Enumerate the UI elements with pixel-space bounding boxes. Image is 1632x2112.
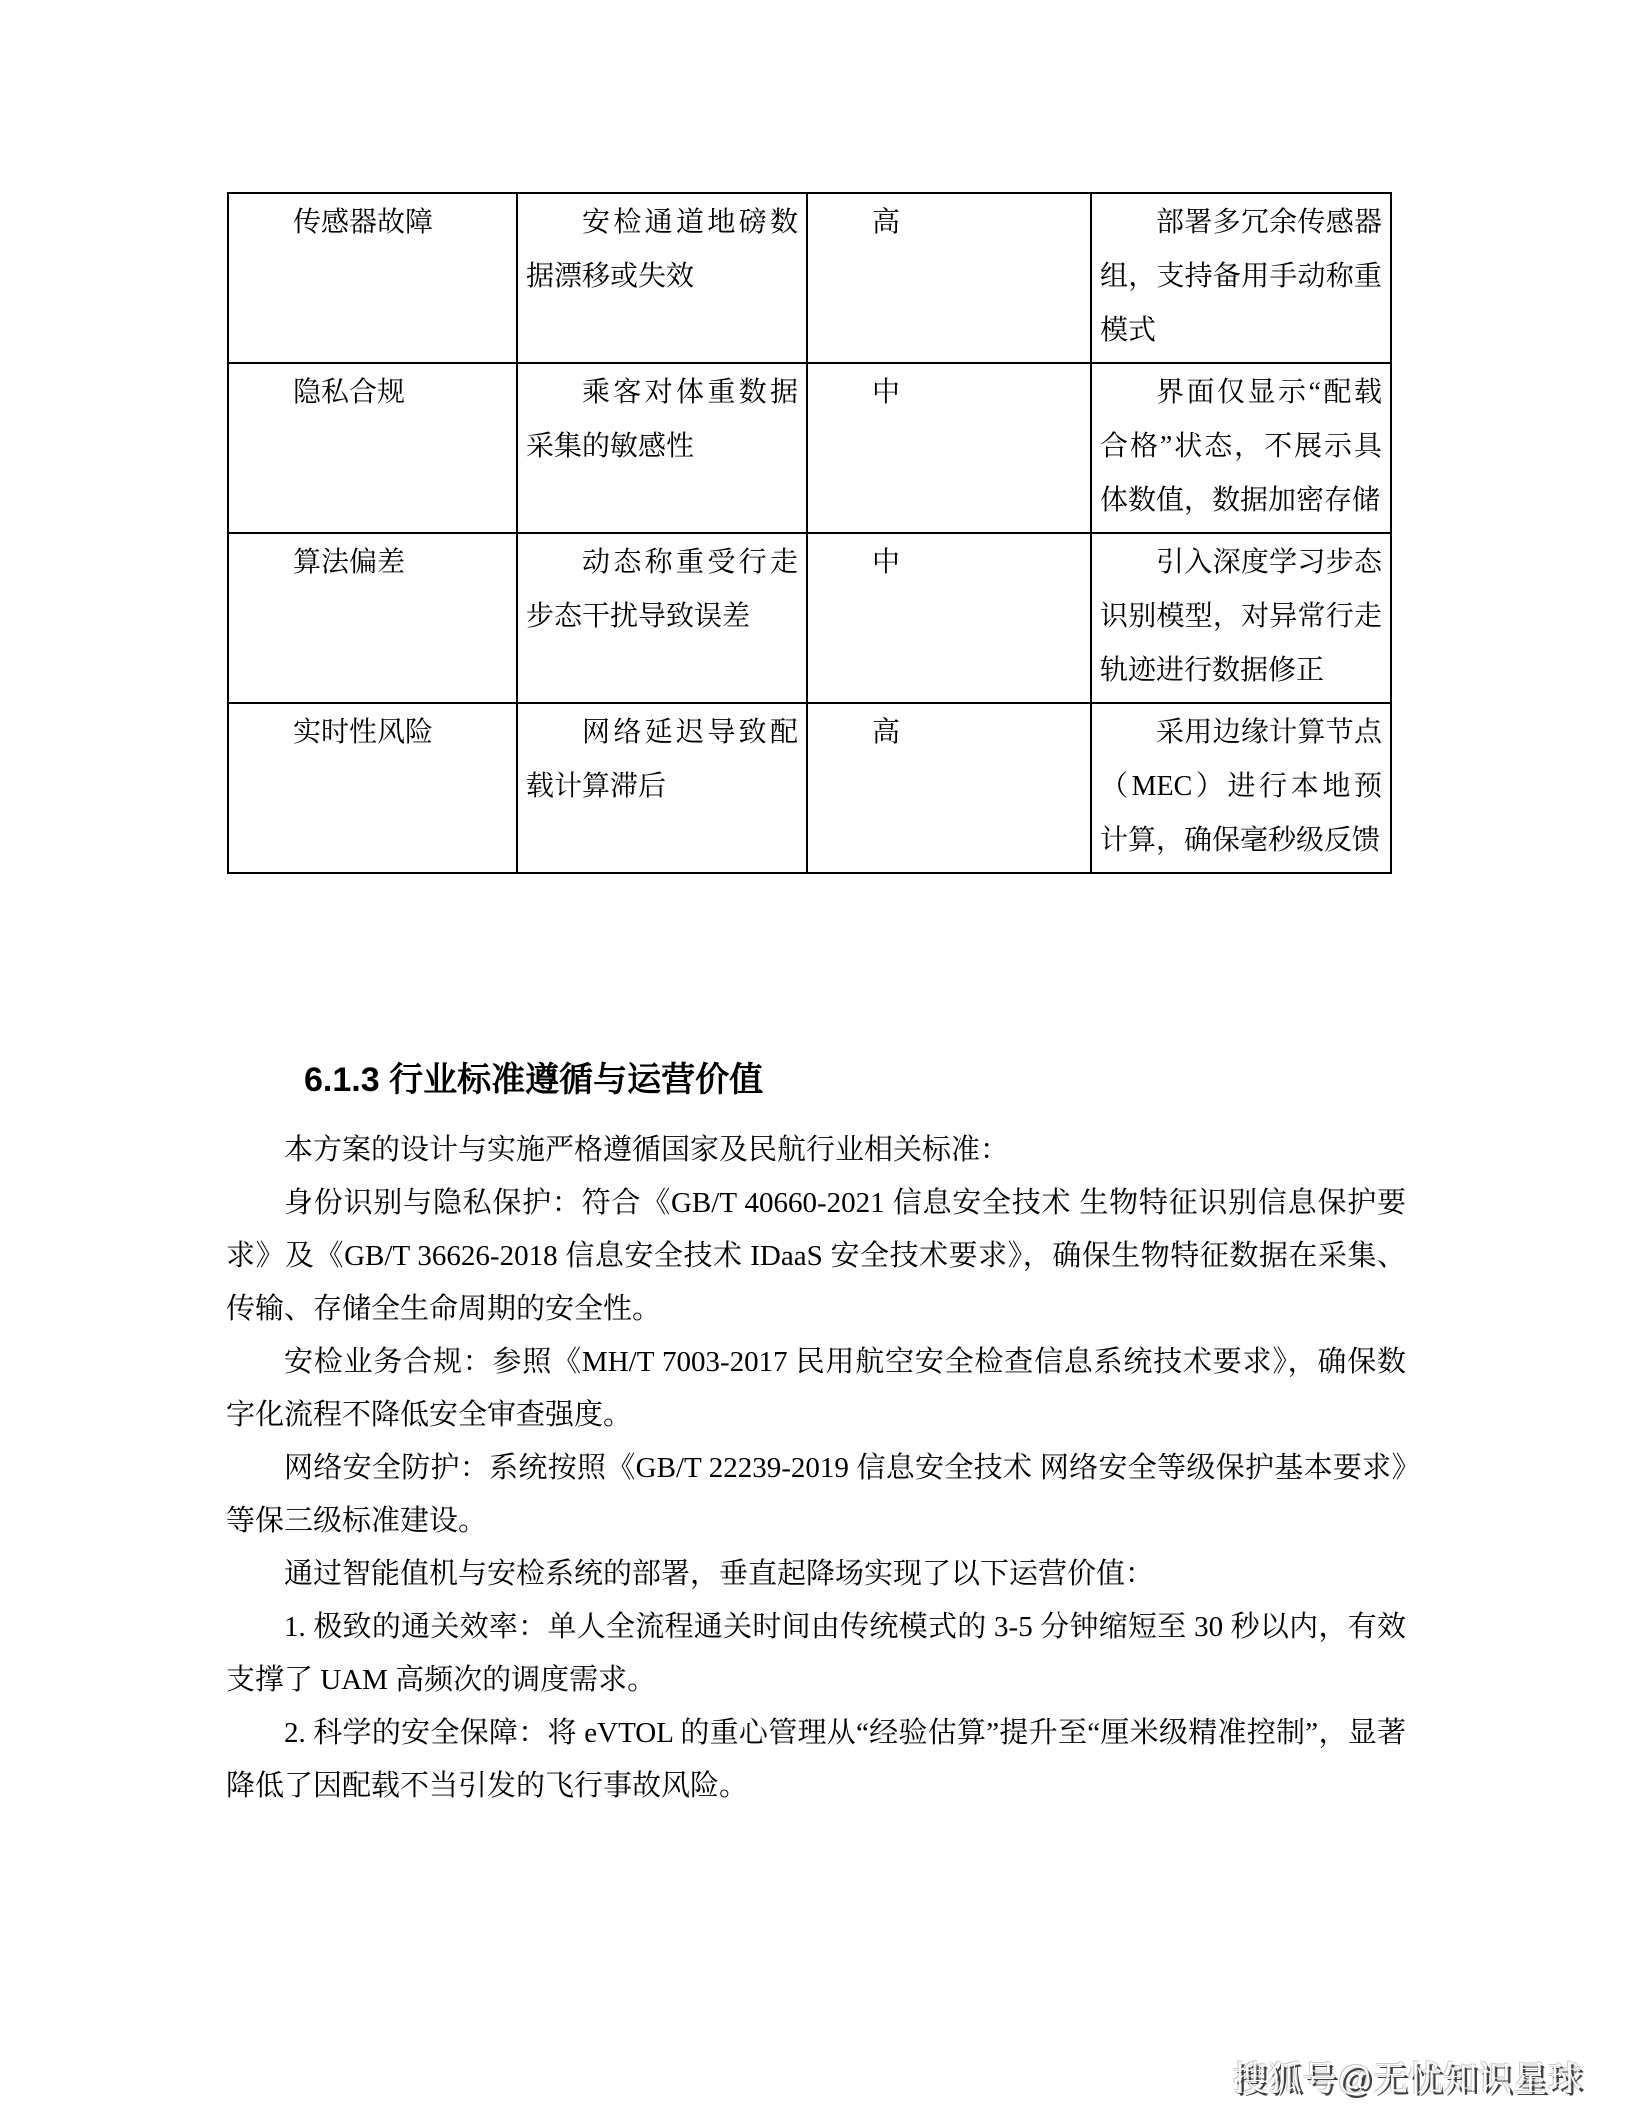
risk-level-cell: 中 bbox=[807, 363, 1091, 533]
para-standards-intro: 本方案的设计与实施严格遵循国家及民航行业相关标准： bbox=[284, 1134, 1010, 1166]
risk-description-cell: 动态称重受行走步态干扰导致误差 bbox=[517, 533, 807, 703]
table-row-privacy-compliance bbox=[228, 363, 1391, 533]
para-security-compliance: 安检业务合规：参照《MH/T 7003-2017 民用航空安全检查信息系统技术要求》，确保数字化流程不降低安全审查强度。 bbox=[226, 1346, 1406, 1431]
risk-mitigation-cell: 界面仅显示“配载合格”状态，不展示具体数值，数据加密存储 bbox=[1091, 363, 1391, 533]
risk-table bbox=[227, 192, 1392, 874]
para-identity-privacy: 身份识别与隐私保护：符合《GB/T 40660-2021 信息安全技术 生物特征识别信息保护要求》及《GB/T 36626-2018 信息安全技术 IDaaS 安全技术要求》，确保生物特征数据在采集、传输、存储全生命周期的安全性。 bbox=[226, 1187, 1406, 1325]
section-heading: 6.1.3 行业标准遵循与运营价值 bbox=[304, 1061, 764, 1099]
risk-name-cell: 实时性风险 bbox=[228, 703, 517, 873]
risk-mitigation-cell: 采用边缘计算节点（MEC）进行本地预计算，确保毫秒级反馈 bbox=[1091, 703, 1391, 873]
para-network-security: 网络安全防护：系统按照《GB/T 22239-2019 信息安全技术 网络安全等级保护基本要求》等保三级标准建设。 bbox=[226, 1452, 1406, 1537]
risk-name-cell: 隐私合规 bbox=[228, 363, 517, 533]
list-item-safety-assurance: 2. 科学的安全保障：将 eVTOL 的重心管理从“经验估算”提升至“厘米级精准控制”，显著降低了因配载不当引发的飞行事故风险。 bbox=[226, 1717, 1406, 1802]
risk-name-cell: 传感器故障 bbox=[228, 193, 517, 363]
risk-description-cell: 安检通道地磅数据漂移或失效 bbox=[517, 193, 807, 363]
watermark: 搜狐号@无忧知识星球 bbox=[1232, 2060, 1583, 2098]
risk-mitigation-cell: 引入深度学习步态识别模型，对异常行走轨迹进行数据修正 bbox=[1091, 533, 1391, 703]
risk-level-cell: 中 bbox=[807, 533, 1091, 703]
table-row-sensor-failure bbox=[228, 193, 1391, 363]
list-item-clearance-efficiency: 1. 极致的通关效率：单人全流程通关时间由传统模式的 3-5 分钟缩短至 30 秒以内，有效支撑了 UAM 高频次的调度需求。 bbox=[226, 1611, 1406, 1696]
section-body bbox=[226, 1052, 1406, 1813]
risk-level-cell: 高 bbox=[807, 193, 1091, 363]
table-row-realtime-risk bbox=[228, 703, 1391, 873]
risk-name-cell: 算法偏差 bbox=[228, 533, 517, 703]
risk-description-cell: 乘客对体重数据采集的敏感性 bbox=[517, 363, 807, 533]
risk-level-cell: 高 bbox=[807, 703, 1091, 873]
table-row-algorithm-bias bbox=[228, 533, 1391, 703]
risk-mitigation-cell: 部署多冗余传感器组，支持备用手动称重模式 bbox=[1091, 193, 1391, 363]
risk-description-cell: 网络延迟导致配载计算滞后 bbox=[517, 703, 807, 873]
para-operational-value-intro: 通过智能值机与安检系统的部署，垂直起降场实现了以下运营价值： bbox=[284, 1558, 1155, 1590]
